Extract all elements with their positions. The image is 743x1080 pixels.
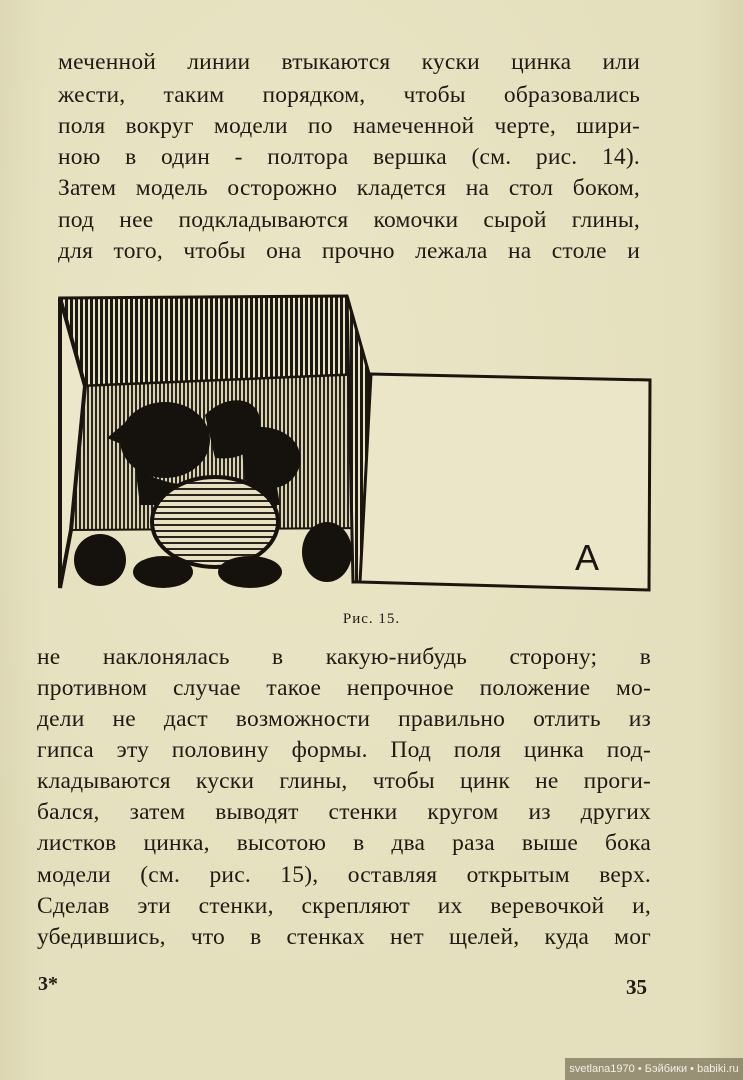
text-line: бался, затем выводят стенки кругом из других	[37, 799, 651, 825]
figure-caption: Рис. 15.	[342, 611, 401, 627]
text-line: листков цинка, высотою в два раза выше бока	[37, 830, 651, 856]
page-number: 35	[626, 975, 647, 999]
text-line: кладываются куски глины, чтобы цинк не проги-	[37, 768, 651, 794]
figure-illustration	[55, 290, 665, 600]
text-line: дели не даст возможности правильно отлить из	[37, 706, 651, 732]
text-line: ною в один - полтора вершка (см. рис. 14).	[58, 144, 640, 170]
text-line: Сделав эти стенки, скрепляют их веревочкой и,	[37, 893, 651, 919]
text-line: не наклонялась в какую-нибудь сторону; в	[37, 644, 651, 670]
text-line: модели (см. рис. 15), оставляя открытым верх.	[37, 862, 651, 888]
watermark: svetlana1970 • Бэйбики • babiki.ru	[565, 1058, 743, 1080]
text-line: для того, чтобы она прочно лежала на столе и	[58, 238, 640, 264]
text-line: убедившись, что в стенках нет щелей, куда мог	[37, 924, 651, 950]
text-line: Затем модель осторожно кладется на стол боком,	[58, 175, 640, 201]
text-line: меченной линии втыкаются куски цинка или	[58, 49, 640, 75]
text-line: противном случае такое непрочное положение мо-	[37, 675, 651, 701]
text-line: жести, таким порядком, чтобы образовались	[58, 82, 640, 108]
text-line: гипса эту половину формы. Под поля цинка под-	[37, 737, 651, 763]
box-back-wall	[60, 296, 369, 386]
text-line: под нее подкладываются комочки сырой глины,	[58, 207, 640, 233]
zinc-panel-a	[360, 374, 650, 590]
signature-mark: 3*	[38, 973, 58, 995]
panel-label-a: A	[575, 537, 600, 578]
text-line: поля вокруг модели по намеченной черте, шири-	[58, 113, 640, 139]
